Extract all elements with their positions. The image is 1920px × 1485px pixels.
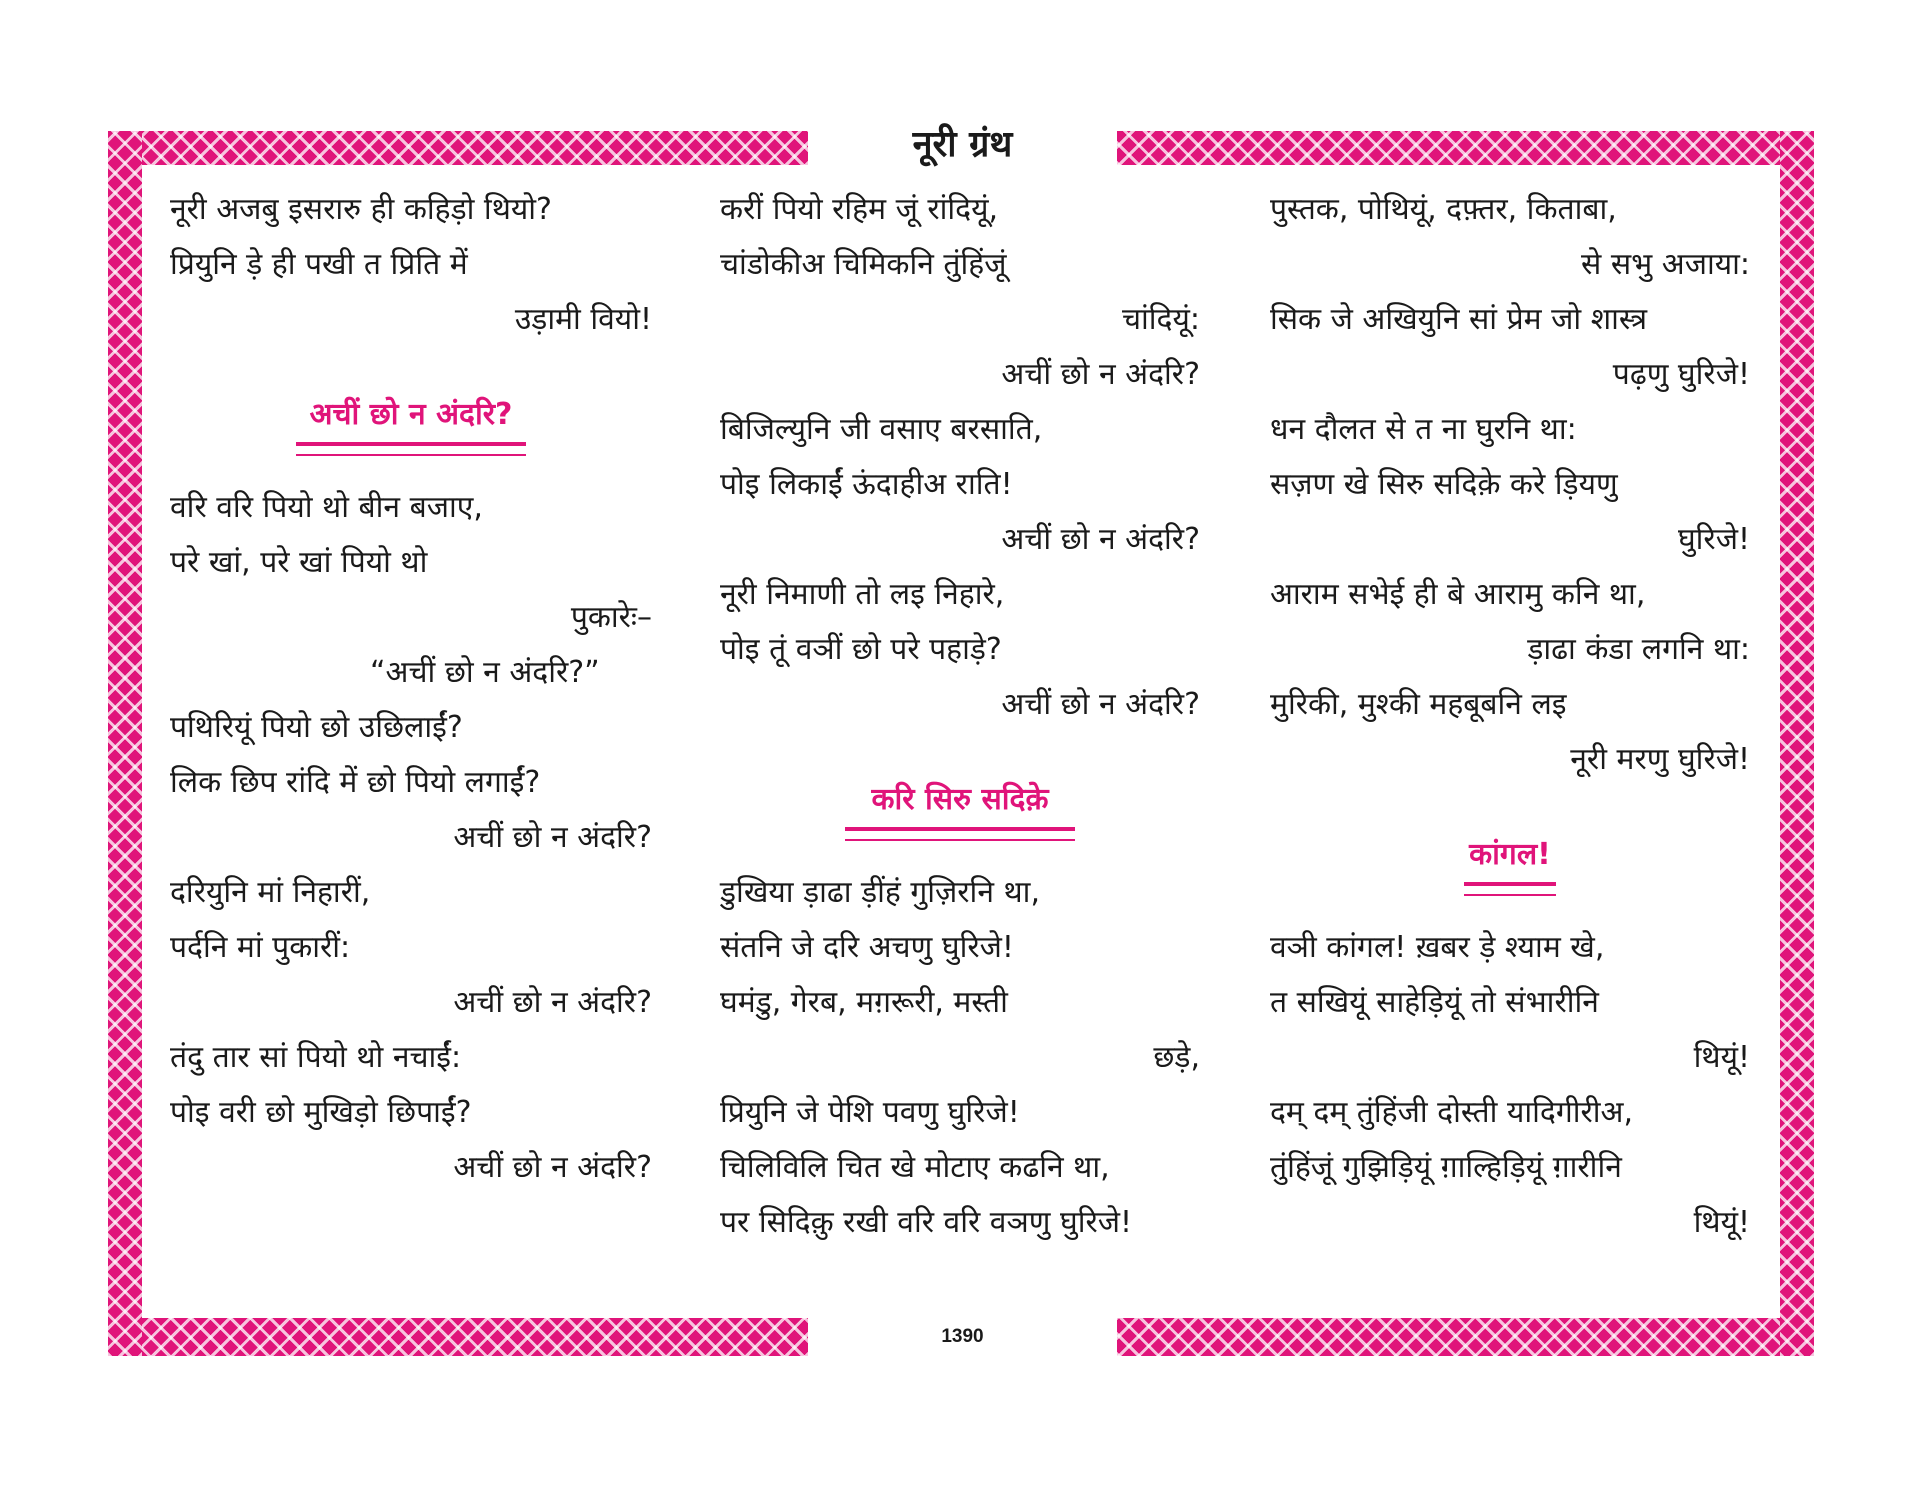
text-line: थियूं!: [1693, 1040, 1750, 1075]
poem-title: अचीं छो न अंदरि?: [309, 397, 513, 432]
text-line: नूरी निमाणी तो लइ निहारे,: [720, 577, 1005, 612]
text-line: उड़ामी वियो!: [514, 302, 652, 337]
title-underline: [1464, 882, 1556, 896]
text-line: धन दौलत से त ना घुरनि था:: [1270, 412, 1577, 447]
border-top-right: [1117, 131, 1814, 165]
text-line: करीं पियो रहिम जूं रांदियूं,: [720, 192, 999, 227]
text-line: चांडोकीअ चिमिकनि तुंहिंजूं: [720, 247, 1007, 282]
middle-column: [720, 182, 1200, 1250]
text-line: मुरिकी, मुश्की महबूबनि लइ: [1270, 687, 1567, 722]
text-line: घमंडु, गेरब, मग़रूरी, मस्ती: [720, 985, 1008, 1020]
spacer: [170, 347, 652, 387]
text-line: तुंहिंजूं गुझिड़ियूं ग़ाल्हिड़ियूं ग़ारीनि: [1270, 1150, 1622, 1185]
text-line: वरि वरि पियो थो बीन बजाए,: [170, 490, 483, 525]
right-column: [1270, 182, 1750, 1250]
text-line: नूरी अजबु इसरारु ही कहिड़ो थियो?: [170, 192, 552, 227]
title-underline: [845, 827, 1075, 841]
text-line: चिलिविलि चित खे मोटाए कढनि था,: [720, 1150, 1110, 1185]
text-line: अचीं छो न अंदरि?: [453, 985, 652, 1020]
title-underline: [296, 442, 526, 456]
text-line: पुस्तक, पोथियूं, दफ़्तर, किताबा,: [1270, 192, 1617, 227]
text-line: त सखियूं साहेड़ियूं तो संभारीनि: [1270, 985, 1599, 1020]
text-line: नूरी मरणु घुरिजे!: [1570, 742, 1750, 777]
spacer: [720, 732, 1200, 772]
text-line: डुखिया ड़ाढा ड़ींहं गुज़िरनि था,: [720, 875, 1040, 910]
text-line: घुरिजे!: [1677, 522, 1750, 557]
text-line: पुकारेः–: [570, 600, 652, 635]
text-line: बिजिल्युनि जी वसाए बरसाति,: [720, 412, 1043, 447]
border-left: [108, 131, 142, 1356]
spacer: [1270, 787, 1750, 827]
spacer: [1270, 896, 1750, 920]
text-line: दरियुनि मां निहारीं,: [170, 875, 371, 910]
text-line: प्रियुनि ड़े ही पखी त प्रिति में: [170, 247, 468, 282]
text-line: अचीं छो न अंदरि?: [453, 820, 652, 855]
text-line: लिक छिप रांदि में छो पियो लगाईं?: [170, 765, 541, 800]
text-line: पर सिदिक़ु रखी वरि वरि वञणु घुरिजे!: [720, 1205, 1133, 1240]
border-top-left: [108, 131, 808, 165]
text-line: से सभु अजाया:: [1581, 247, 1750, 282]
text-line: पर्दनि मां पुकारीं:: [170, 930, 351, 965]
page-number: 1390: [941, 1326, 984, 1347]
text-line: पोइ तूं वञीं छो परे पहाड़े?: [720, 632, 1002, 667]
text-line: दम् दम् तुंहिंजी दोस्ती यादिगीरीअ,: [1270, 1095, 1633, 1130]
text-line: छड़े,: [1153, 1040, 1200, 1075]
text-line: अचीं छो न अंदरि?: [1001, 522, 1200, 557]
text-line: सज़ण खे सिरु सदिक़े करे ड़ियणु: [1270, 467, 1618, 502]
text-line: थियूं!: [1693, 1205, 1750, 1240]
text-line: ड़ाढा कंडा लगनि था:: [1527, 632, 1750, 667]
border-right: [1780, 131, 1814, 1356]
poem-title: करि सिरु सदिक़े: [871, 782, 1049, 817]
border-bottom-left: [108, 1318, 808, 1356]
text-line: अचीं छो न अंदरि?: [453, 1150, 652, 1185]
spacer: [720, 841, 1200, 865]
text-line: प्रियुनि जे पेशि पवणु घुरिजे!: [720, 1095, 1020, 1130]
text-line: संतनि जे दरि अचणु घुरिजे!: [720, 930, 1014, 965]
text-line: पथिरियूं पियो छो उछिलाईं?: [170, 710, 463, 745]
text-line: तंदु तार सां पियो थो नचाईं:: [170, 1040, 462, 1075]
text-line: वञी कांगल! ख़बर ड़े श्याम खे,: [1270, 930, 1605, 965]
spacer: [170, 456, 652, 480]
text-line: पोइ वरी छो मुखिड़ो छिपाईं?: [170, 1095, 472, 1130]
text-line: अचीं छो न अंदरि?: [1001, 687, 1200, 722]
text-line: आराम सभेई ही बे आरामु कनि था,: [1270, 577, 1646, 612]
border-bottom-right: [1117, 1318, 1814, 1356]
text-line: अचीं छो न अंदरि?: [1001, 357, 1200, 392]
text-line: परे खां, परे खां पियो थो: [170, 545, 428, 580]
text-line: सिक जे अखियुनि सां प्रेम जो शास्त्र: [1270, 302, 1648, 337]
page-title: नूरी ग्रंथ: [912, 123, 1013, 165]
left-column: [170, 182, 652, 1195]
text-line: पढ़णु घुरिजे!: [1612, 357, 1750, 392]
text-line: पोइ लिकाईं ऊंदाहीअ राति!: [720, 467, 1013, 502]
text-line: “अचीं छो न अंदरि?”: [370, 655, 600, 690]
text-line: चांदियूं:: [1121, 302, 1200, 337]
poem-title: कांगल!: [1469, 837, 1551, 872]
